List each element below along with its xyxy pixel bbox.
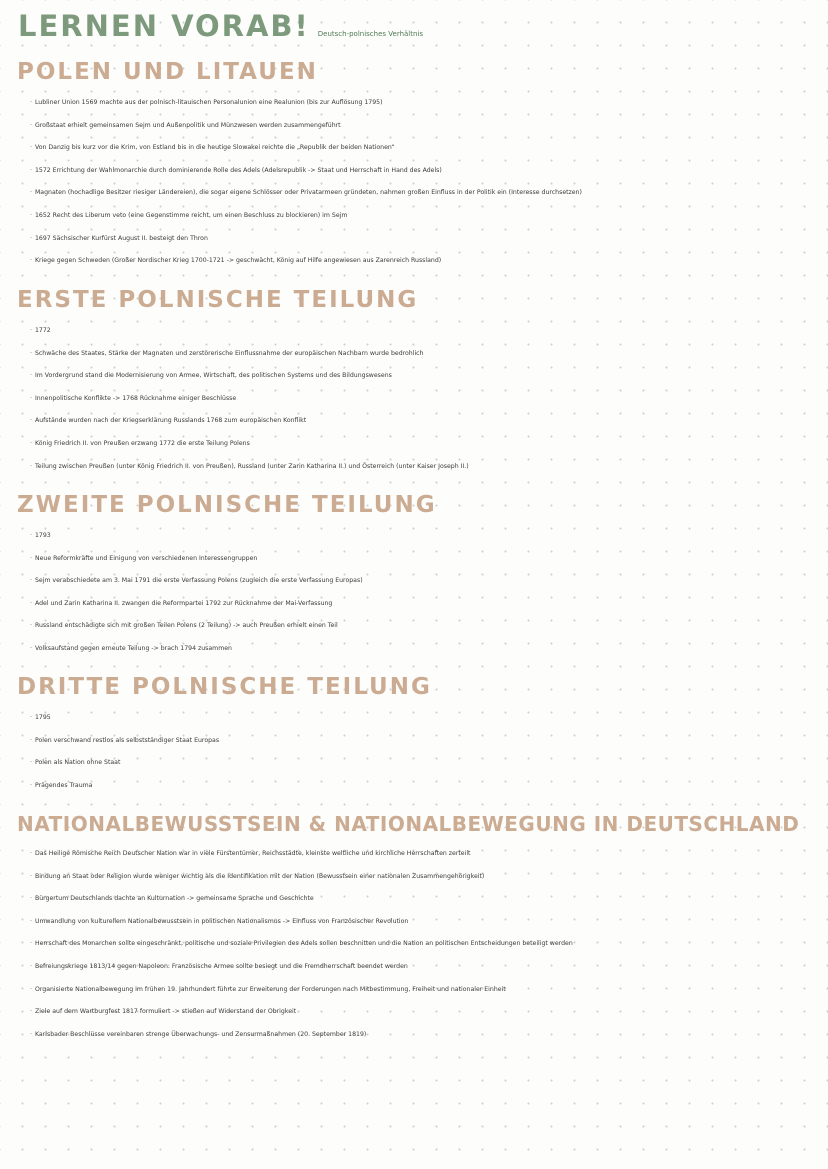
list-item: · Bürgertum Deutschlands dachte an Kulturnation -> gemeinsame Sprache und Geschichte [30, 888, 810, 911]
list-item: · Russland entschädigte sich mit großen Teilen Polens (2 Teilung) -> auch Preußen erhielt einen Teil [30, 615, 810, 638]
list-item: · 1793 [30, 525, 810, 548]
section-list-dritte-teilung [30, 707, 810, 797]
header [18, 10, 423, 42]
list-item: · Volksaufstand gegen erneute Teilung -> brach 1794 zusammen [30, 638, 810, 661]
list-item: · Von Danzig bis kurz vor die Krim, von Estland bis in die heutige Slowakei reichte die „Republik der beiden Nationen“ [30, 137, 810, 160]
list-item: · 1772 [30, 320, 810, 343]
list-item: · Herrschaft des Monarchen sollte eingeschränkt, politische und soziale Privilegien des Adels sollen beschnitten und die Nation an politischen Entscheidungen beteiligt werden [30, 933, 810, 956]
list-item: · Prägendes Trauma [30, 775, 810, 798]
list-item: · Adel und Zarin Katharina II. zwangen die Reformpartei 1792 zur Rücknahme der Mai-Verfassung [30, 593, 810, 616]
section-title-nationalbewegung: NATIONALBEWUSSTSEIN & NATIONALBEWEGUNG IN DEUTSCHLAND [17, 812, 800, 836]
section-list-nationalbewegung [30, 843, 810, 1046]
list-item: · Großstaat erhielt gemeinsamen Sejm und Außenpolitik und Münzwesen werden zusammengeführt [30, 115, 810, 138]
list-item: · Kriege gegen Schweden (Großer Nordischer Krieg 1700-1721 -> geschwächt, König auf Hilfe angewiesen aus Zarenreich Russland) [30, 250, 810, 273]
list-item: · Schwäche des Staates, Stärke der Magnaten und zerstörerische Einflussnahme der europäischen Nachbarn wurde bedrohlich [30, 343, 810, 366]
section-list-erste-teilung [30, 320, 810, 478]
list-item: · Teilung zwischen Preußen (unter König Friedrich II. von Preußen), Russland (unter Zarin Katharina II.) und Österreich (unter Kaiser Joseph II.) [30, 456, 810, 479]
list-item: · 1795 [30, 707, 810, 730]
list-item: · Bindung an Staat oder Religion wurde weniger wichtig als die Identifikation mit der Nation (Bewusstsein einer nationalen Zusammengehörigkeit) [30, 866, 810, 889]
list-item: · 1697 Sächsischer Kurfürst August II. besteigt den Thron [30, 228, 810, 251]
section-list-zweite-teilung [30, 525, 810, 661]
list-item: · Lubliner Union 1569 machte aus der polnisch-litauischen Personalunion eine Realunion (bis zur Auflösung 1795) [30, 92, 810, 115]
list-item: · 1652 Recht des Liberum veto (eine Gegenstimme reicht, um einen Beschluss zu blockieren) im Sejm [30, 205, 810, 228]
list-item: · Das Heilige Römische Reich Deutscher Nation war in viele Fürstentümer, Reichsstädte, kleinste weltliche und kirchliche Herrschaften zerteilt [30, 843, 810, 866]
list-item: · Umwandlung von kulturellem Nationalbewusstsein in politischen Nationalismus -> Einfluss von Französischer Revolution [30, 911, 810, 934]
list-item: · Polen als Nation ohne Staat [30, 752, 810, 775]
list-item: · Befreiungskriege 1813/14 gegen Napoleon: Französische Armee sollte besiegt und die Fremdherrschaft beendet werden [30, 956, 810, 979]
list-item: · 1572 Errichtung der Wahlmonarchie durch dominierende Rolle des Adels (Adelsrepublik -> Staat und Herrschaft in Hand des Adels) [30, 160, 810, 183]
section-title-polen-litauen: POLEN UND LITAUEN [17, 59, 318, 85]
section-title-dritte-teilung: DRITTE POLNISCHE TEILUNG [17, 674, 432, 700]
section-list-polen-litauen [30, 92, 810, 273]
list-item: · Aufstände wurden nach der Kriegserklärung Russlands 1768 zum europäischen Konflikt [30, 410, 810, 433]
section-title-zweite-teilung: ZWEITE POLNISCHE TEILUNG [17, 492, 437, 518]
page-subtitle: Deutsch-polnisches Verhältnis [317, 30, 424, 38]
list-item: · Organisierte Nationalbewegung im frühen 19. Jahrhundert führte zur Erweiterung der Forderungen nach Mitbestimmung, Freiheit und nationaler Einheit [30, 979, 810, 1002]
list-item: · Neue Reformkräfte und Einigung von verschiedenen Interessengruppen [30, 548, 810, 571]
list-item: · Magnaten (hochadlige Besitzer riesiger Ländereien), die sogar eigene Schlösser oder Privatarmeen gründeten, nahmen großen Einfluss in der Politik ein (Interesse durchsetzen) [30, 182, 810, 205]
list-item: · Sejm verabschiedete am 3. Mai 1791 die erste Verfassung Polens (zugleich die erste Verfassung Europas) [30, 570, 810, 593]
page-title: LERNEN VORAB! [18, 9, 310, 43]
list-item: · Im Vordergrund stand die Modernisierung von Armee, Wirtschaft, des politischen Systems und des Bildungswesens [30, 365, 810, 388]
list-item: · Polen verschwand restlos als selbstständiger Staat Europas [30, 730, 810, 753]
list-item: · Karlsbader Beschlüsse vereinbaren strenge Überwachungs- und Zensurmaßnahmen (20. September 1819) [30, 1024, 810, 1047]
list-item: · König Friedrich II. von Preußen erzwang 1772 die erste Teilung Polens [30, 433, 810, 456]
list-item: · Innenpolitische Konflikte -> 1768 Rücknahme einiger Beschlüsse [30, 388, 810, 411]
list-item: · Ziele auf dem Wartburgfest 1817 formuliert -> stießen auf Widerstand der Obrigkeit [30, 1001, 810, 1024]
section-title-erste-teilung: ERSTE POLNISCHE TEILUNG [17, 287, 419, 313]
